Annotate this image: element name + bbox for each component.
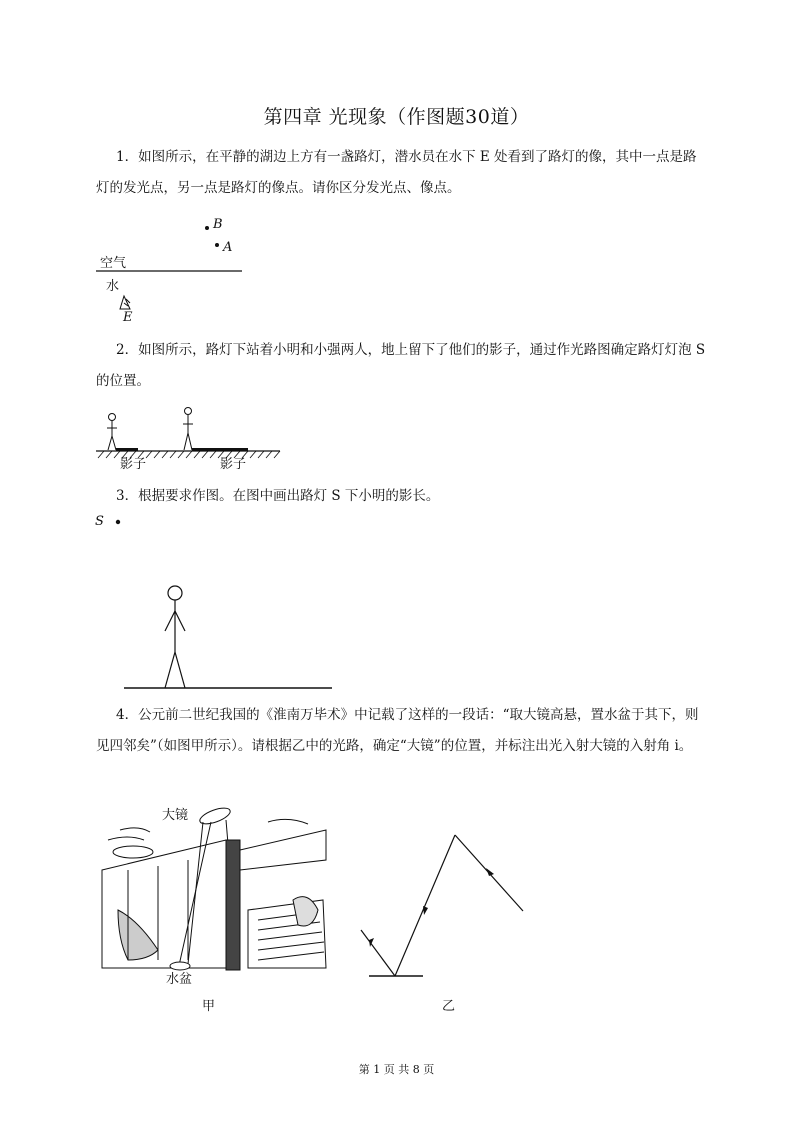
label-air: 空气 bbox=[100, 256, 127, 271]
person-xiaoqiang bbox=[183, 408, 193, 451]
label-yi: 乙 bbox=[442, 999, 456, 1014]
point-a bbox=[215, 243, 219, 247]
light-source-s bbox=[116, 520, 120, 524]
diver-icon bbox=[120, 296, 130, 309]
light-ray-3 bbox=[361, 930, 395, 976]
label-jia: 甲 bbox=[202, 999, 216, 1014]
label-shadow-1: 影子 bbox=[120, 457, 147, 472]
label-s: S bbox=[95, 514, 104, 529]
arrow-1 bbox=[486, 868, 494, 876]
question-1-text: 1．如图所示，在平静的湖边上方有一盏路灯，潜水员在水下 E 处看到了路灯的像，其中一点是路灯的发光点，另一点是路灯的像点。请你区分发光点、像点。 bbox=[96, 149, 697, 196]
label-mirror: 大镜 bbox=[162, 804, 188, 823]
light-path-diagram bbox=[356, 825, 546, 1015]
page-footer: 第 1 页 共 8 页 bbox=[358, 1063, 435, 1076]
page-title: 第四章 光现象（作图题30道） bbox=[263, 106, 530, 128]
question-3-diagram bbox=[90, 510, 340, 695]
question-4-figure-yi bbox=[356, 825, 546, 1015]
question-4-text: 4．公元前二世纪我国的《淮南万毕术》中记载了这样的一段话：“取大镜高悬，置水盆于其下，则见四邻矣”（如图甲所示）。请根据乙中的光路，确定“大镜”的位置，并标注出光入射大镜的入射角 i。 bbox=[96, 707, 699, 754]
arrow-2 bbox=[423, 906, 428, 915]
label-e: E bbox=[123, 310, 133, 325]
person-xiaoming bbox=[107, 414, 117, 451]
question-2-figure bbox=[94, 400, 284, 472]
label-basin: 水盆 bbox=[166, 972, 193, 987]
label-a: A bbox=[223, 240, 233, 255]
question-3-figure bbox=[90, 510, 340, 695]
light-ray-2 bbox=[395, 835, 455, 976]
point-b bbox=[205, 226, 209, 230]
question-1-figure bbox=[90, 210, 250, 330]
ancient-scene-illustration bbox=[98, 800, 338, 1015]
question-4-figure-jia bbox=[98, 800, 338, 1015]
question-3-text: 3．根据要求作图。在图中画出路灯 S 下小明的影长。 bbox=[116, 488, 440, 504]
label-shadow-2: 影子 bbox=[220, 457, 247, 472]
question-2-text: 2．如图所示，路灯下站着小明和小强两人，地上留下了他们的影子，通过作光路图确定路灯灯泡 S 的位置。 bbox=[96, 342, 706, 389]
person-xiaoming-figure bbox=[165, 586, 185, 688]
label-water: 水 bbox=[106, 279, 120, 294]
label-b: B bbox=[213, 217, 223, 232]
